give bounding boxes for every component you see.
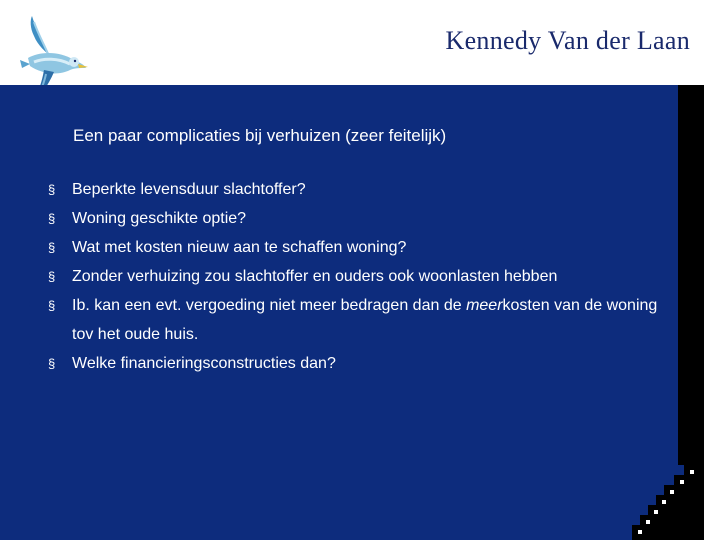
bullet-marker: §: [48, 240, 56, 255]
slide-title: Een paar complicaties bij verhuizen (zeer feitelijk): [73, 126, 447, 145]
list-item: [48, 204, 658, 233]
list-item: [48, 233, 658, 262]
bullet-text-part: Ib. kan een evt. vergoeding niet meer bedragen dan de: [72, 297, 467, 314]
bullet-text: Woning geschikte optie?: [72, 210, 247, 227]
header-bar: [0, 0, 720, 85]
bullet-text: Beperkte levensduur slachtoffer?: [72, 181, 306, 198]
bullet-marker: §: [48, 298, 56, 313]
list-item: [48, 291, 658, 349]
bullet-text-part: kosten van de woning tov het oude huis.: [72, 297, 658, 343]
bullet-marker: §: [48, 182, 56, 197]
bullet-marker: §: [48, 269, 56, 284]
list-item: [48, 175, 658, 204]
bullet-marker: §: [48, 356, 56, 371]
bullet-marker: §: [48, 211, 56, 226]
bullet-list: [48, 175, 658, 378]
list-item: [48, 349, 658, 378]
bullet-text-emphasis: meer: [466, 297, 503, 314]
bullet-text: Wat met kosten nieuw aan te schaffen woning?: [72, 239, 407, 256]
bullet-text: Welke financieringsconstructies dan?: [72, 355, 336, 372]
list-item: [48, 262, 658, 291]
brand-name: Kennedy Van der Laan: [445, 26, 690, 55]
bullet-text: Zonder verhuizing zou slachtoffer en ouders ook woonlasten hebben: [72, 268, 558, 285]
